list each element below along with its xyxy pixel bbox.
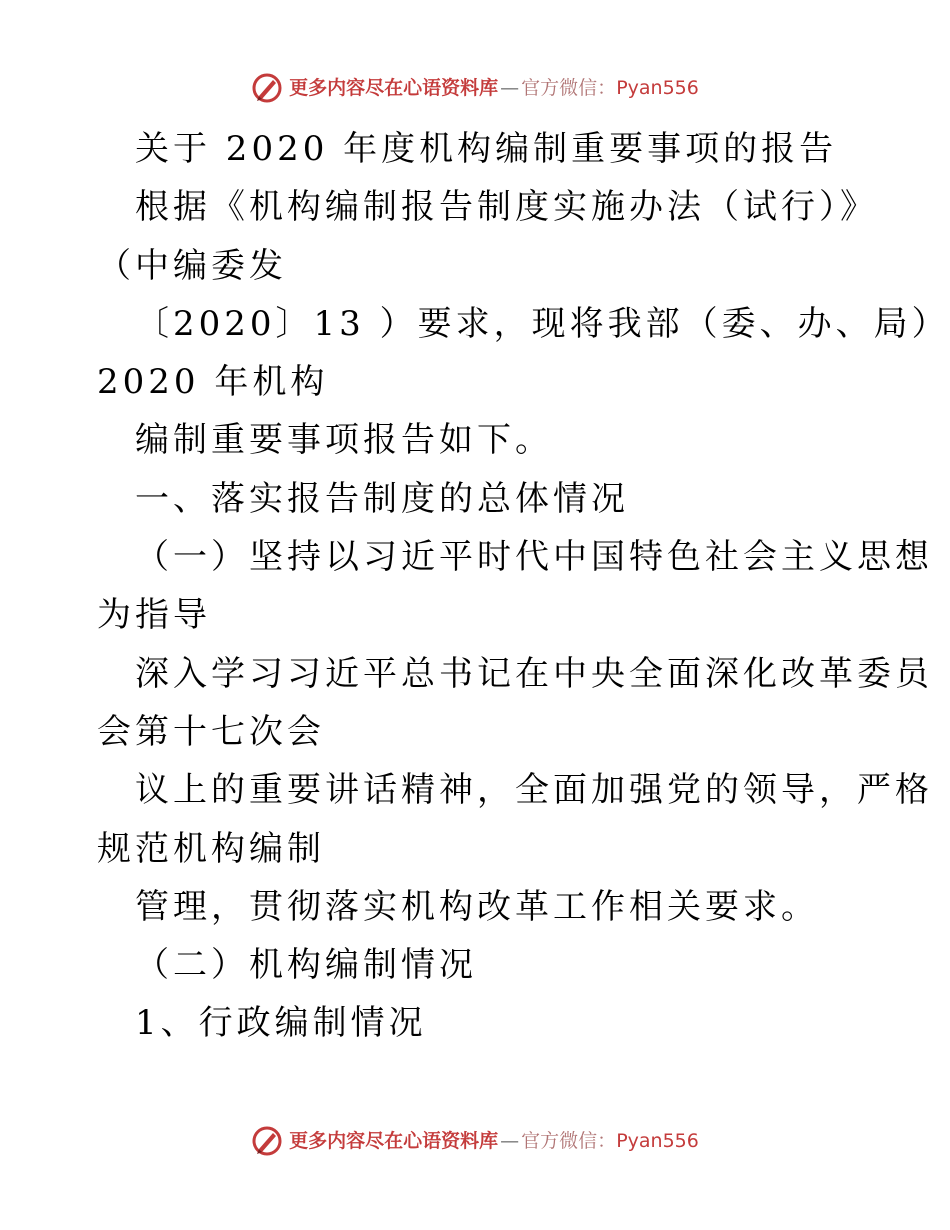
watermark-dash: — <box>500 1130 520 1152</box>
paragraph-line: 议上的重要讲话精神，全面加强党的领导，严格 <box>135 770 933 811</box>
subsection-heading: （二）机构编制情况 <box>135 945 477 986</box>
paragraph-line: 会第十七次会 <box>97 711 325 752</box>
paragraph-line: 2020 年机构 <box>97 362 329 403</box>
watermark-sub: 官方微信： <box>521 77 617 99</box>
watermark-main: 更多内容尽在心语资料库 <box>289 77 499 99</box>
paragraph-line: 规范机构编制 <box>97 828 325 869</box>
document-title: 关于 2020 年度机构编制重要事项的报告 <box>135 129 838 169</box>
header-watermark <box>0 72 950 104</box>
paragraph-line: 编制重要事项报告如下。 <box>135 420 553 461</box>
watermark-text <box>289 1127 699 1155</box>
watermark-sub: 官方微信： <box>521 1130 617 1152</box>
watermark-main: 更多内容尽在心语资料库 <box>289 1130 499 1152</box>
paragraph-line: 为指导 <box>97 595 211 636</box>
watermark-id: Pyan556 <box>616 77 699 99</box>
paragraph-line: （中编委发 <box>97 245 287 286</box>
watermark-dash: — <box>500 77 520 99</box>
paragraph-line: 根据《机构编制报告制度实施办法（试行）》 <box>135 187 878 228</box>
watermark-id: Pyan556 <box>616 1130 699 1152</box>
paragraph-line: 深入学习习近平总书记在中央全面深化改革委员 <box>135 653 933 694</box>
document-body <box>97 120 950 1053</box>
footer-watermark <box>0 1125 950 1157</box>
item-heading: 1、行政编制情况 <box>135 1003 427 1044</box>
subsection-heading: （一）坚持以习近平时代中国特色社会主义思想 <box>135 537 933 578</box>
paragraph-line: 〔2020〕13 ）要求，现将我部（委、办、局） <box>135 303 950 344</box>
section-heading: 一、落实报告制度的总体情况 <box>135 478 629 519</box>
watermark-text <box>289 74 699 102</box>
paragraph-line: 管理，贯彻落实机构改革工作相关要求。 <box>135 886 819 927</box>
pen-logo-icon <box>251 72 283 104</box>
pen-logo-icon <box>251 1125 283 1157</box>
